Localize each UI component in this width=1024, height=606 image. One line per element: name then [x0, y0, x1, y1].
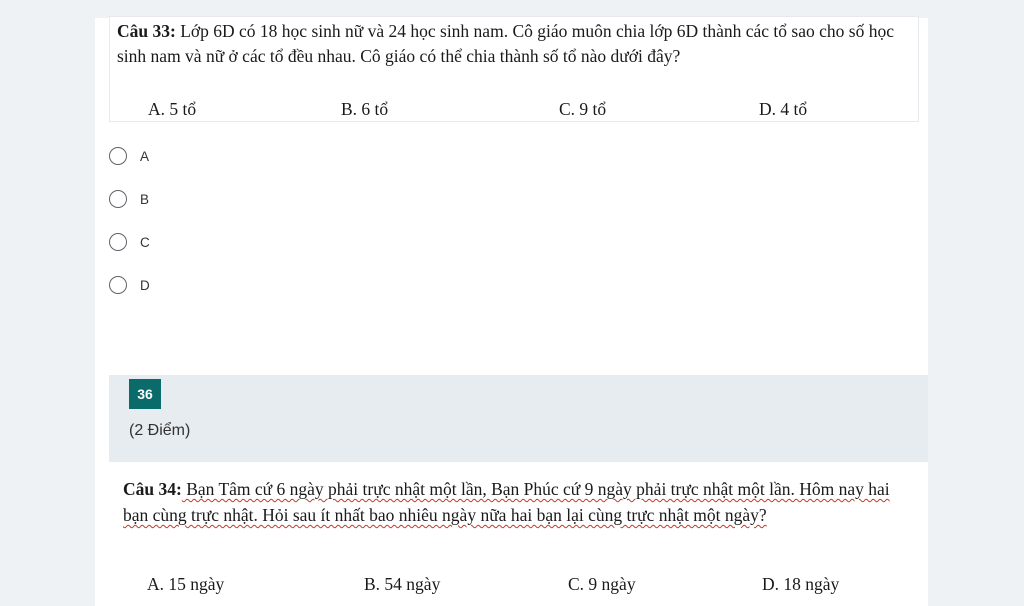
choice-b[interactable] [109, 187, 409, 211]
choice-a[interactable] [109, 144, 409, 168]
radio-button[interactable] [109, 190, 127, 208]
q36-option-d-text: D. 18 ngày [762, 574, 840, 594]
choice-label: A [140, 148, 150, 164]
choice-d[interactable] [109, 273, 409, 297]
choice-label: C [140, 234, 150, 250]
q36-option-c-text: C. 9 ngày [568, 574, 636, 594]
question-title: Câu 33: [117, 21, 176, 41]
choice-c[interactable] [109, 230, 409, 254]
question-number-badge: 36 [129, 379, 161, 409]
q36-option-a-text: A. 15 ngày [147, 574, 225, 594]
radio-button[interactable] [109, 147, 127, 165]
question-36-title: Câu 34: [123, 479, 182, 499]
option-c-text: C. 9 tổ [559, 99, 607, 119]
form-card [95, 0, 928, 606]
radio-button[interactable] [109, 276, 127, 294]
option-a-text: A. 5 tổ [148, 99, 197, 119]
choice-label: B [140, 191, 150, 207]
question-image [109, 16, 919, 122]
question-36-text [123, 476, 913, 528]
question-36-body: Bạn Tâm cứ 6 ngày phải trực nhật một lần, Bạn Phúc cứ 9 ngày phải trực nhật một lần. Hôm nay hai bạn cùng trực nhật. Hỏi sau ít nhất bao nhiêu ngày nữa hai bạn lại cùng trực nhật một ngày? [123, 479, 890, 525]
choice-label: D [140, 277, 150, 293]
question-body: Lớp 6D có 18 học sinh nữ và 24 học sinh nam. Cô giáo muôn chia lớp 6D thành các tổ sao cho số học sinh nam và nữ ở các tổ đều nhau. Cô giáo có thể chia thành số tổ nào dưới đây? [117, 21, 894, 66]
q36-option-b-text: B. 54 ngày [364, 574, 441, 594]
question-36-image [109, 462, 928, 606]
question-text [117, 19, 912, 68]
radio-button[interactable] [109, 233, 127, 251]
option-b-text: B. 6 tổ [341, 99, 389, 119]
question-points: (2 Điểm) [129, 422, 191, 439]
option-d-text: D. 4 tổ [759, 99, 808, 119]
